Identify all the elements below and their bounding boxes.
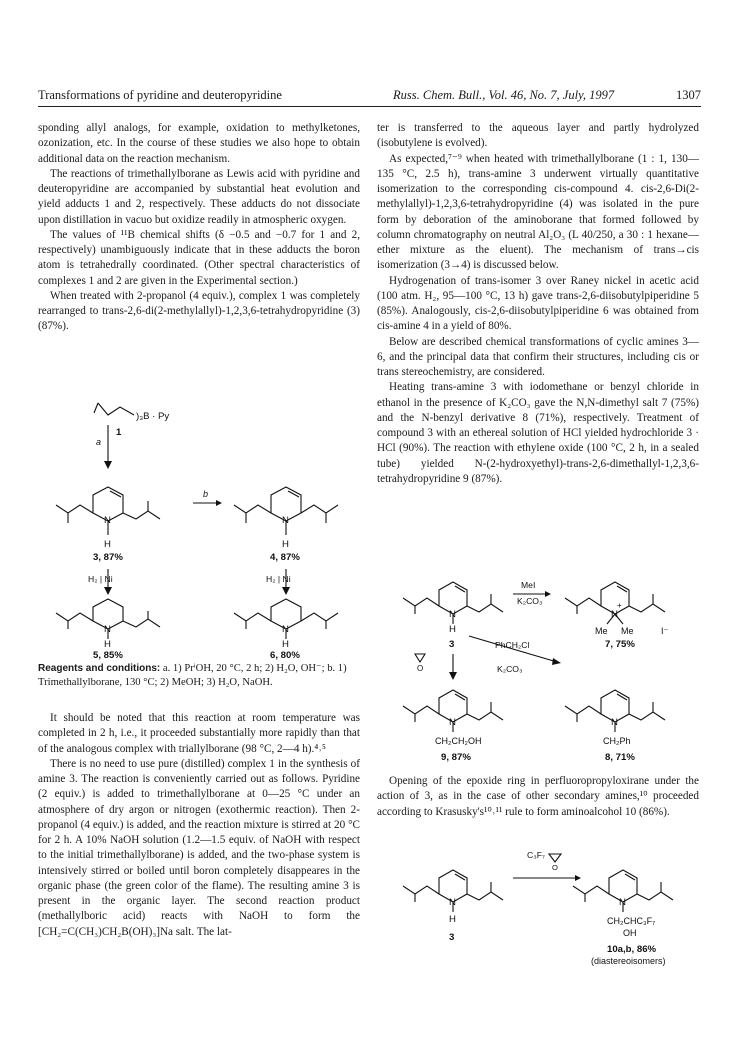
reagents-text: a. 1) PrⁱOH, 20 °C, 2 h; 2) H₂O, OH⁻; b. 1) Trimethallylborane, 130 °C; 2) MeOH; 3) H₂O, NaOH. [38,663,347,688]
h-label: H [104,639,111,650]
left-column-top [38,121,360,335]
right-column-top [377,121,699,487]
reaction-scheme-1 [38,395,360,660]
paragraph: There is no need to use pure (distilled) complex 1 in the synthesis of amine 3. The reaction is conveniently carried out as follows. Pyridine (2 equiv.) is added to trimethallylborane at 0—25 °C under an atmosphere of dry argon or nitrogen (exothermic reaction). Then 2-propanol (4 equiv.) is added, and the reaction mixture is stirred at 20 °C for 2 h. A 10% NaOH solution (1.2—1.5 equiv. of NaOH with respect to the initial trimethallylborane) is added, and the two-phase system is intensively stirred or boiled until boron completely disappeares in the organic phase (the green color of the flame). The resulting amine 3 is present in the organic layer. The second reaction product (methallylboric acid) reacts with NaOH to form the [CH₂=C(CH₃)CH₂B(OH)₃]Na salt. The lat- [38,757,360,938]
methallyl-borane-structure [94,403,134,415]
methyl-label: Me [621,626,634,636]
n-label: N [611,609,618,620]
phch2cl-reagent: PhCH₂Cl [495,640,530,650]
arrowhead [104,587,112,595]
hydroxyl-label: OH [623,928,637,938]
compound-3-yield: 3, 87% [93,552,123,563]
h-label: H [282,639,289,650]
epoxide-oxygen: O [417,664,424,673]
n-label: N [449,897,456,908]
step-a-label: a [96,437,102,447]
paragraph: The reactions of trimethallylborane as Lewis acid with pyridine and deuteropyridine are accompanied by substantial heat evolution and yield adducts 1 and 2, respectively. These adducts do not dissociate upon distillation in vacuo but oxidize readily in atmospheric oxygen. [38,167,360,226]
compound-10-yield: 10a,b, 86% [607,944,657,955]
paragraph: Hydrogenation of trans-isomer 3 over Raney nickel in acetic acid (100 atm. H₂, 95—100 °C, 13 h) gave trans-2,6-diisobutylpiperidine 5 (85%). Analogously, cis-2,6-diisobutylpiperidine 6 was obtained from cis-amine 4 in a yield of 80%. [377,274,699,333]
oxirane-icon [549,854,561,862]
paragraph: It should be noted that this reaction at room temperature was completed in 2 h, i.e., it proceeded substantially more rapidly than that of the analogous complex with triallylborane (98 °C, 2—4 h).⁴˒⁵ [38,712,360,755]
h-label: H [104,539,111,550]
reaction-scheme-2 [377,572,699,772]
running-header [38,88,701,107]
h-label: H [449,624,456,635]
reaction-scheme-3 [377,840,699,980]
side-chain-label: CH₂CHC₃F₇ [607,916,656,926]
arrowhead [216,500,222,506]
perfluoropropyl-reagent: C₃F₇ [527,850,545,860]
compound-9-yield: 9, 87% [441,752,471,763]
paragraph: Heating trans-amine 3 with iodomethane or benzyl chloride in ethanol in the presence of K₂CO₃ gave the N,N-dimethyl salt 7 (75%) and the N-benzyl derivative 8 (71%), respectively. Treatment of compound 3 with an ethereal solution of HCl yielded hydrochloride 3 · HCl (90%). The reaction with ethylene oxide (100 °C, 2 h, in a sealed tube) yielded N-(2-hydroxyethyl)-trans-2,6-dimethallyl-1,2,3,6-tetrahydropyridine 9 (87%). [377,381,699,485]
arrowhead [575,875,581,881]
n-label: N [619,897,626,908]
running-title: Transformations of pyridine and deuteropyridine [38,88,282,102]
hydroxyethyl-substituent: CH₂CH₂OH [435,736,482,746]
right-column-bottom [377,774,699,820]
paragraph: When treated with 2-propanol (4 equiv.), complex 1 was completely rearranged to trans-2,6-di(2-methylallyl)-1,2,3,6-tetrahydropyridine (3) (87%). [38,289,360,333]
k2co3-reagent: K₂CO₃ [517,596,543,606]
n-label: N [104,515,111,526]
benzyl-substituent: CH₂Ph [603,736,631,746]
reagents-title: Reagents and conditions: [38,663,161,674]
n-label: N [282,515,289,526]
paragraph: sponding allyl analogs, for example, oxidation to methylketones, ozonization, etc. In the course of these studies we also hope to obtain additional data on the reaction mechanism. [38,122,360,165]
arrowhead [449,672,457,680]
compound-3-structure [56,487,160,535]
compound-4-structure [234,487,338,535]
paragraph: ter is transferred to the aqueous layer and partly hydrolyzed (isobutylene is evolved). [377,122,699,150]
arrowhead [545,591,551,597]
k2co3-reagent: K₂CO₃ [497,664,523,674]
oxirane-oxygen: O [552,863,558,872]
compound-3-label: 3 [449,932,455,943]
compound-5-yield: 5, 85% [93,650,123,660]
n-label: N [282,624,289,635]
left-column-bottom [38,711,360,940]
compound-1-label: 1 [116,427,122,438]
reagents-and-conditions [38,662,360,689]
diastereoisomers-note: (diastereoisomers) [591,956,666,966]
h2-ni-label: H₂ | Ni [266,574,291,584]
n-label: N [449,609,456,620]
n-label: N [104,624,111,635]
paragraph: The values of ¹¹B chemical shifts (δ −0.5 and −0.7 for 1 and 2, respectively) unambiguously indicate that in these adducts the boron atom is tetrahedrally coordinated. (Other spectral characteristics of complexes 1 and 2 are given in the Experimental section.) [38,228,360,287]
n-label: N [611,717,618,728]
borane-pyridine-label: )₃B · Py [136,411,170,422]
plus-charge: + [617,601,622,610]
n-label: N [449,717,456,728]
h2-ni-label: H₂ | Ni [88,574,113,584]
step-b-label: b [203,489,209,499]
page-number: 1307 [676,88,701,102]
arrowhead [552,658,561,665]
h-label: H [282,539,289,550]
compound-8-yield: 8, 71% [605,752,635,763]
journal-citation: Russ. Chem. Bull., Vol. 46, No. 7, July, 1997 [393,88,615,102]
paragraph: Opening of the epoxide ring in perfluoropropyloxirane under the action of 3, as in the case of other secondary amines,¹⁰ proceeded according to Krasusky's¹⁰˒¹¹ rule to form aminoalcohol 10 (86%). [377,775,699,818]
methyl-label: Me [595,626,608,636]
compound-3-label: 3 [449,639,455,650]
compound-4-yield: 4, 87% [270,552,300,563]
arrowhead [104,461,112,469]
h-label: H [449,914,456,925]
compound-6-yield: 6, 80% [270,650,300,660]
paragraph: As expected,⁷⁻⁹ when heated with trimethallylborane (1 : 1, 130—135 °C, 2.5 h), trans-amine 3 underwent virtually quantitative isomerization to the corresponding cis-compound 4. cis-2,6-Di(2-methylallyl)-1,2,3,6-tetrahydropyridine (4) was isolated in the pure form by deboration of the aminoborane that formed followed by column chromatography on neutral Al₂O₃ (L 40/250, a 30 : 1 hexane—ether mixture as the eluent). The mechanism of trans→cis isomerization (3→4) is discussed below. [377,152,699,272]
compound-7-yield: 7, 75% [605,639,635,650]
mei-reagent: MeI [521,580,536,590]
arrowhead [282,587,290,595]
ethylene-oxide-icon [415,654,425,662]
paragraph: Below are described chemical transformations of cyclic amines 3—6, and the principal data that confirm their structures, including cis or trans stereochemistry, are considered. [377,335,699,378]
iodide-counterion: I⁻ [661,626,669,636]
